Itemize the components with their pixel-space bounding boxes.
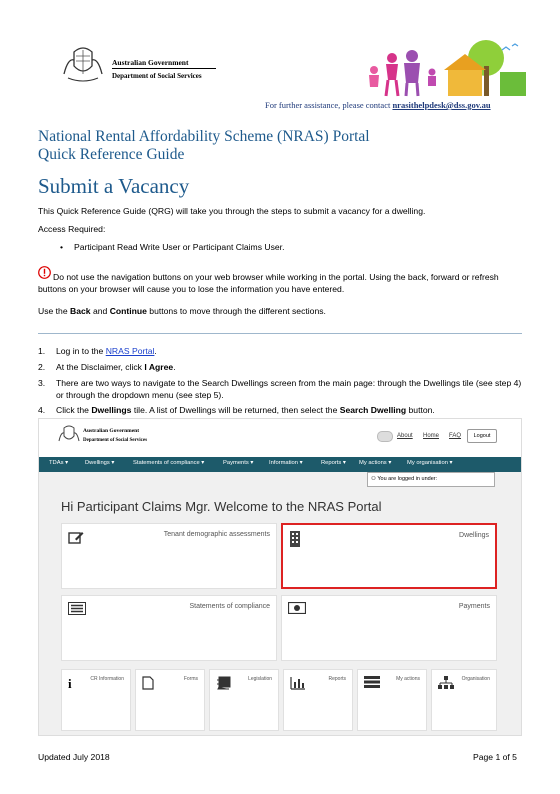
menu-dwellings[interactable]: Dwellings ▾ [85, 460, 115, 466]
step-text: . [154, 346, 157, 356]
contrast-toggle[interactable] [377, 431, 393, 442]
step-text: . [173, 362, 176, 372]
bar-chart-icon [290, 676, 306, 690]
step-bold: I Agree [144, 362, 174, 372]
assistance-note [265, 100, 491, 110]
nras-portal-link[interactable]: NRAS Portal [105, 346, 155, 356]
tile-label: Legislation [248, 676, 272, 682]
tile-organisation[interactable] [431, 669, 497, 731]
tile-dwellings[interactable] [281, 523, 497, 589]
tile-payments[interactable] [281, 595, 497, 661]
title-line1: National Rental Affordability Scheme (NRAS) Portal [38, 128, 370, 145]
menu-my-actions[interactable]: My actions ▾ [359, 460, 392, 466]
footer-updated: Updated July 2018 [38, 752, 110, 762]
portal-gov-name: Australian Government [83, 428, 140, 434]
tile-label: CR Information [90, 676, 124, 682]
tile-label: My actions [396, 676, 420, 682]
book-icon [216, 676, 232, 690]
menu-payments[interactable]: Payments ▾ [223, 460, 254, 466]
tile-label: Organisation [461, 676, 490, 682]
page-heading: Submit a Vacancy [38, 174, 190, 198]
helpdesk-email-link[interactable]: nrasithelpdesk@dss.gov.au [392, 100, 491, 110]
portal-header [39, 419, 521, 457]
step-text: Click the [56, 405, 92, 415]
list-icon [68, 602, 86, 615]
tile-label: Reports [328, 676, 346, 682]
section-divider [38, 333, 522, 334]
nav-note-back: Back [70, 306, 91, 316]
tile-statements-of-compliance[interactable] [61, 595, 277, 661]
step-text: There are two ways to navigate to the Search Dwellings screen from the main page: through the Dwellings tile (see step 4) or through the dropdown menu (see step 5). [56, 378, 522, 400]
money-icon [288, 602, 306, 614]
org-icon: ⚇ [371, 476, 376, 482]
menu-tdas[interactable]: TDAs ▾ [49, 460, 69, 466]
assist-prefix: For further assistance, please contact [265, 100, 393, 110]
nav-note-pre: Use the [38, 306, 71, 316]
step-text: button. [406, 405, 435, 415]
info-icon: i [68, 676, 72, 691]
step-number: 3. [38, 378, 46, 388]
coat-of-arms-logo [60, 44, 106, 84]
nav-note-continue: Continue [109, 306, 147, 316]
menu-statements[interactable]: Statements of compliance ▾ [133, 460, 205, 466]
intro-text: This Quick Reference Guide (QRG) will take you through the steps to submit a vacancy for a dwelling. [38, 206, 426, 216]
family-house-banner-image [352, 38, 528, 98]
access-label: Access Required: [38, 224, 106, 234]
logout-button[interactable]: Logout [467, 429, 497, 443]
title-line2: Quick Reference Guide [38, 146, 185, 163]
tile-label: Forms [183, 676, 198, 682]
step-text: tile. A list of Dwellings will be returned, then select the [131, 405, 340, 415]
building-icon [289, 531, 301, 547]
access-item: Participant Read Write User or Participant Claims User. [74, 242, 285, 252]
edit-icon [68, 530, 84, 544]
step-number: 4. [38, 405, 46, 415]
coat-of-arms-logo [57, 424, 81, 446]
logged-in-dropdown [367, 472, 495, 487]
menu-reports[interactable]: Reports ▾ [321, 460, 346, 466]
document-title [38, 128, 370, 164]
menu-information[interactable]: Information ▾ [269, 460, 303, 466]
step-bold: Search Dwelling [339, 405, 407, 415]
about-link[interactable]: About [397, 433, 413, 439]
step-text: At the Disclaimer, click [56, 362, 145, 372]
welcome-heading: Hi Participant Claims Mgr. Welcome to the NRAS Portal [61, 499, 382, 514]
access-bullet: • [60, 242, 64, 252]
tile-my-actions[interactable] [357, 669, 427, 731]
portal-department-name: Department of Social Services [83, 438, 148, 443]
step-text: Log in to the [56, 346, 106, 356]
portal-screenshot [38, 418, 522, 736]
tile-label: Tenant demographic assessments [163, 531, 270, 538]
page-number: Page 1 of 5 [473, 752, 517, 762]
gov-name: Australian Government [112, 58, 189, 67]
faq-link[interactable]: FAQ [449, 433, 462, 439]
warning-text: Do not use the navigation buttons on your web browser while working in the portal. Using the back, forward or refresh buttons on your browser will cause you to lose the information you have entered. [38, 272, 499, 294]
logged-in-text: You are logged in under: [377, 476, 438, 482]
step-number: 1. [38, 346, 46, 356]
tile-tenant-demographic[interactable] [61, 523, 277, 589]
tile-legislation[interactable] [209, 669, 279, 731]
tile-cr-information[interactable] [61, 669, 131, 731]
tile-reports[interactable] [283, 669, 353, 731]
gov-divider [112, 68, 216, 69]
nav-note-post: buttons to move through the different sections. [146, 306, 326, 316]
tile-label: Statements of compliance [189, 603, 270, 610]
home-link[interactable]: Home [423, 433, 440, 439]
nav-note [38, 306, 326, 318]
step-number: 2. [38, 362, 46, 372]
menu-my-organisation[interactable]: My organisation ▾ [407, 460, 453, 466]
document-icon [142, 676, 154, 690]
tile-label: Payments [458, 603, 490, 610]
tile-label: Dwellings [459, 532, 489, 539]
tile-forms[interactable] [135, 669, 205, 731]
department-name: Department of Social Services [112, 72, 202, 80]
step-bold: Dwellings [91, 405, 132, 415]
portal-menu-bar [39, 457, 521, 472]
nav-note-and: and [90, 306, 110, 316]
org-chart-icon [438, 676, 454, 690]
server-icon [364, 676, 380, 688]
